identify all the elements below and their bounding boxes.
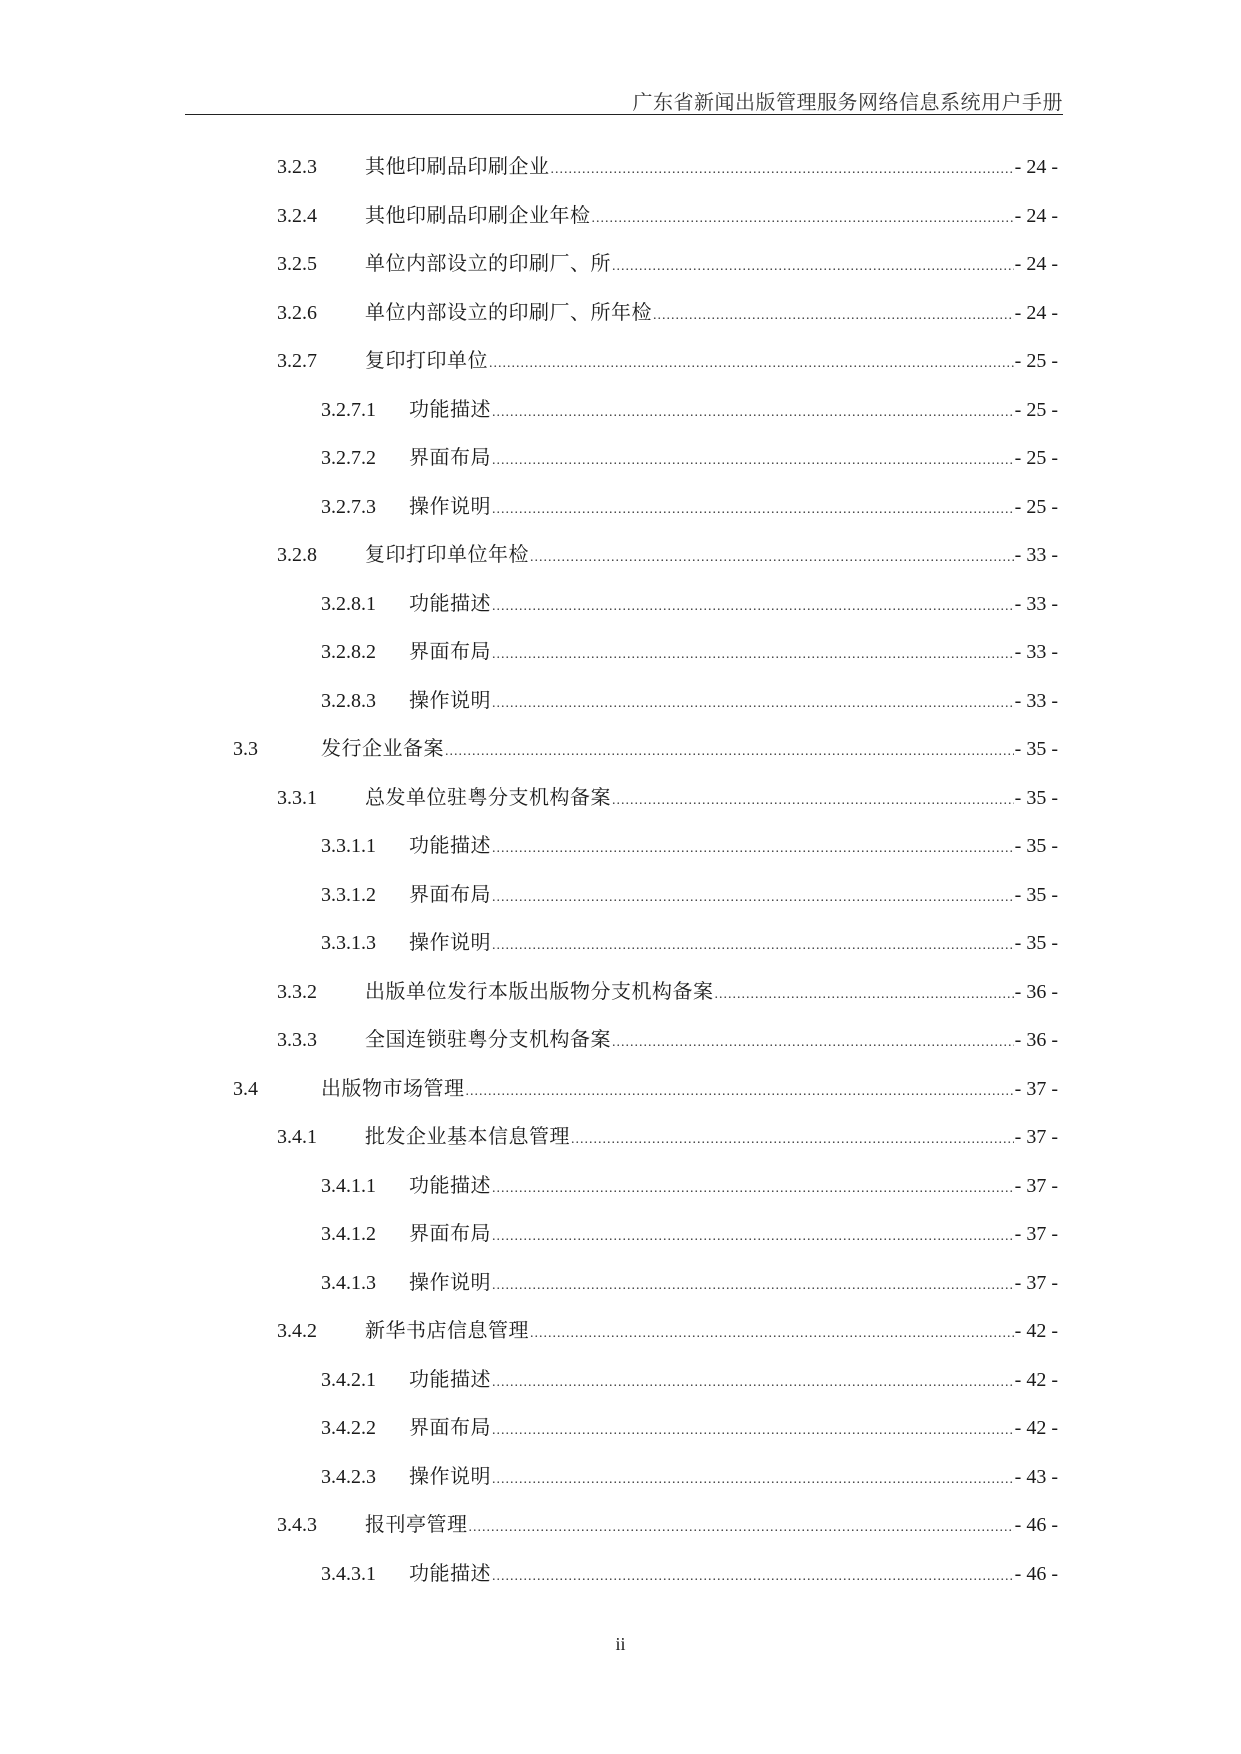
toc-entry-page: - 24 - [1014,301,1058,324]
toc-entry[interactable] [321,443,1058,473]
toc-dot-leader [492,398,1014,428]
toc-entry-page: - 25 - [1014,495,1058,518]
toc-dot-leader [492,834,1014,864]
toc-entry[interactable] [321,1559,1058,1589]
toc-entry-page: - 42 - [1014,1320,1058,1342]
toc-entry-title: 其他印刷品印刷企业 [365,156,550,178]
toc-entry-number: 3.2.8.1 [321,592,376,615]
toc-entry-title: 功能描述 [409,835,491,857]
toc-entry[interactable] [277,977,1058,1007]
toc-entry-number: 3.4.1 [277,1126,317,1148]
toc-dot-leader [466,1077,1014,1107]
toc-dot-leader [489,349,1014,379]
toc-entry[interactable] [321,637,1058,667]
toc-entry-title: 功能描述 [409,1562,491,1585]
toc-entry-number: 3.4.2.2 [321,1417,376,1439]
toc-dot-leader [530,1319,1014,1349]
toc-entry-number: 3.4.2.3 [321,1465,376,1488]
toc-entry[interactable] [233,1074,1058,1104]
toc-dot-leader [715,980,1014,1010]
toc-entry-title: 操作说明 [409,932,491,954]
toc-entry-page: - 42 - [1014,1368,1058,1391]
toc-entry-number: 3.4.1.2 [321,1223,376,1245]
toc-dot-leader [612,786,1014,816]
toc-entry[interactable] [321,880,1058,910]
toc-entry[interactable] [277,783,1058,813]
header-rule [185,114,1063,115]
toc-dot-leader [492,931,1014,961]
toc-dot-leader [492,1174,1014,1204]
toc-entry-title: 新华书店信息管理 [365,1320,529,1342]
toc-dot-leader [551,155,1014,185]
toc-entry-title: 操作说明 [409,1465,491,1488]
toc-entry-page: - 35 - [1014,738,1058,760]
toc-dot-leader [492,1271,1014,1301]
toc-entry-title: 总发单位驻粤分支机构备案 [365,786,611,809]
toc-entry-title: 操作说明 [409,1271,491,1294]
toc-entry-page: - 35 - [1014,786,1058,809]
toc-entry-page: - 25 - [1014,398,1058,421]
toc-entry[interactable] [321,1365,1058,1395]
toc-dot-leader [492,495,1014,525]
toc-entry-page: - 42 - [1014,1417,1058,1439]
toc-entry-title: 功能描述 [409,1174,491,1197]
toc-dot-leader [492,689,1014,719]
toc-dot-leader [492,446,1014,476]
toc-entry-number: 3.2.6 [277,301,317,324]
toc-entry-page: - 46 - [1014,1514,1058,1536]
toc-entry[interactable] [321,831,1058,861]
toc-entry-title: 发行企业备案 [321,738,444,760]
toc-entry-title: 出版物市场管理 [321,1077,465,1100]
toc-entry-page: - 37 - [1014,1126,1058,1148]
toc-entry-number: 3.3.2 [277,980,317,1003]
toc-entry-title: 复印打印单位年检 [365,544,529,566]
toc-entry-number: 3.2.3 [277,156,317,178]
toc-entry[interactable] [277,152,1058,182]
toc-entry-page: - 24 - [1014,253,1058,275]
toc-entry-title: 功能描述 [409,1368,491,1391]
toc-entry-title: 报刊亭管理 [365,1514,468,1536]
toc-dot-leader [492,883,1014,913]
toc-entry-number: 3.3 [233,738,258,760]
toc-entry-number: 3.2.8.2 [321,641,376,663]
toc-entry-number: 3.4.2.1 [321,1368,376,1391]
toc-entry-title: 其他印刷品印刷企业年检 [365,204,591,227]
toc-entry-number: 3.3.1.3 [321,932,376,954]
toc-entry-number: 3.3.1.1 [321,835,376,857]
toc-entry-number: 3.2.5 [277,253,317,275]
toc-entry[interactable] [277,298,1058,328]
toc-entry-number: 3.4.1.3 [321,1271,376,1294]
toc-entry-number: 3.2.8 [277,544,317,566]
toc-entry-page: - 46 - [1014,1562,1058,1585]
toc-entry-title: 界面布局 [409,1417,491,1439]
toc-entry[interactable] [277,540,1058,570]
header-title: 广东省新闻出版管理服务网络信息系统用户手册 [632,92,1063,114]
toc-dot-leader [653,301,1014,331]
toc-entry[interactable] [277,201,1058,231]
toc-entry-title: 复印打印单位 [365,350,488,372]
toc-entry[interactable] [321,1219,1058,1249]
toc-entry[interactable] [321,1413,1058,1443]
toc-entry-page: - 37 - [1014,1077,1058,1100]
toc-dot-leader [492,1416,1014,1446]
toc-entry-page: - 25 - [1014,350,1058,372]
toc-dot-leader [492,1368,1014,1398]
toc-entry-page: - 37 - [1014,1174,1058,1197]
toc-entry[interactable] [321,1268,1058,1298]
toc-dot-leader [612,1028,1014,1058]
toc-entry-number: 3.3.3 [277,1029,317,1051]
toc-entry[interactable] [277,249,1058,279]
toc-dot-leader [492,1465,1014,1495]
toc-entry-page: - 24 - [1014,204,1058,227]
toc-entry-title: 功能描述 [409,398,491,421]
toc-entry-number: 3.4.1.1 [321,1174,376,1197]
toc-dot-leader [492,1222,1014,1252]
toc-entry-page: - 37 - [1014,1223,1058,1245]
toc-entry[interactable] [277,1122,1058,1152]
toc-entry[interactable] [321,1462,1058,1492]
toc-dot-leader [445,737,1014,767]
toc-dot-leader [492,1562,1014,1592]
toc-dot-leader [469,1513,1014,1543]
toc-dot-leader [571,1125,1014,1155]
toc-entry-page: - 35 - [1014,883,1058,906]
toc-entry-number: 3.4 [233,1077,258,1100]
toc-entry[interactable] [233,734,1058,764]
toc-entry[interactable] [321,686,1058,716]
toc-entry-title: 界面布局 [409,1223,491,1245]
toc-entry[interactable] [321,928,1058,958]
toc-entry-number: 3.4.3.1 [321,1562,376,1585]
toc-entry-title: 功能描述 [409,592,491,615]
toc-entry-number: 3.4.2 [277,1320,317,1342]
toc-entry[interactable] [277,346,1058,376]
toc-entry-number: 3.2.7 [277,350,317,372]
toc-entry-number: 3.3.1 [277,786,317,809]
toc-entry-page: - 25 - [1014,447,1058,469]
toc-entry-page: - 36 - [1014,980,1058,1003]
toc-entry-page: - 33 - [1014,544,1058,566]
toc-entry-title: 操作说明 [409,689,491,712]
toc-dot-leader [492,592,1014,622]
toc-entry-page: - 24 - [1014,156,1058,178]
toc-entry-title: 界面布局 [409,447,491,469]
toc-entry-title: 全国连锁驻粤分支机构备案 [365,1029,611,1051]
toc-entry-number: 3.2.4 [277,204,317,227]
toc-entry-title: 单位内部设立的印刷厂、所年检 [365,301,652,324]
toc-entry-page: - 35 - [1014,835,1058,857]
toc-entry-number: 3.2.7.1 [321,398,376,421]
toc-entry-title: 单位内部设立的印刷厂、所 [365,253,611,275]
toc-entry-page: - 36 - [1014,1029,1058,1051]
toc-entry-number: 3.2.7.2 [321,447,376,469]
toc-entry-page: - 37 - [1014,1271,1058,1294]
toc-dot-leader [612,252,1014,282]
toc-dot-leader [530,543,1014,573]
toc-entry[interactable] [277,1025,1058,1055]
toc-entry-page: - 33 - [1014,641,1058,663]
toc-entry[interactable] [321,492,1058,522]
toc-dot-leader [492,640,1014,670]
toc-entry-number: 3.2.7.3 [321,495,376,518]
toc-entry-page: - 43 - [1014,1465,1058,1488]
toc-entry-number: 3.2.8.3 [321,689,376,712]
toc-entry-title: 批发企业基本信息管理 [365,1126,570,1148]
toc-entry[interactable] [277,1316,1058,1346]
toc-entry[interactable] [321,1171,1058,1201]
toc-dot-leader [592,204,1014,234]
toc-entry[interactable] [321,395,1058,425]
toc-entry[interactable] [321,589,1058,619]
toc-entry-number: 3.4.3 [277,1514,317,1536]
toc-entry-page: - 35 - [1014,932,1058,954]
toc-entry-title: 操作说明 [409,495,491,518]
toc-entry-title: 出版单位发行本版出版物分支机构备案 [365,980,714,1003]
toc-entry-number: 3.3.1.2 [321,883,376,906]
toc-entry-page: - 33 - [1014,689,1058,712]
toc-entry[interactable] [277,1510,1058,1540]
toc-entry-title: 界面布局 [409,883,491,906]
toc-entry-title: 界面布局 [409,641,491,663]
toc-entry-page: - 33 - [1014,592,1058,615]
page-number: ii [615,1634,626,1654]
